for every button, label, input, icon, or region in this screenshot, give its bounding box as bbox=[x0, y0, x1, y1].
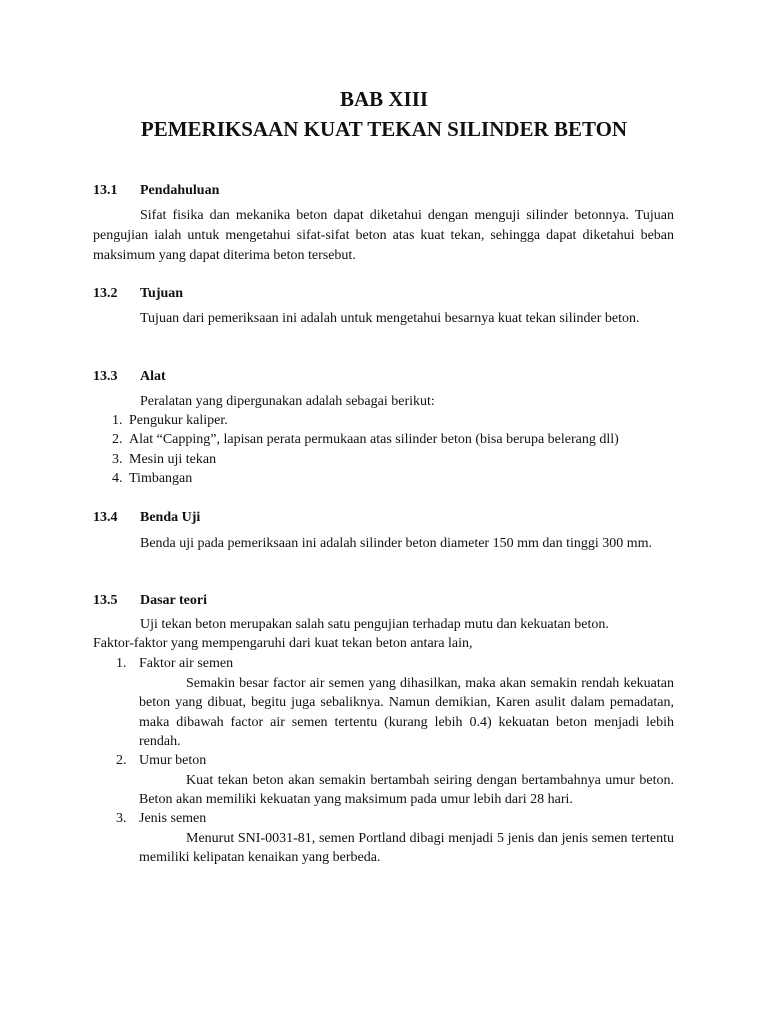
list-item-number: 2. bbox=[112, 432, 123, 447]
list-item-number: 1. bbox=[112, 413, 123, 428]
list-item-number: 3. bbox=[112, 452, 123, 467]
factor-number: 1. bbox=[116, 656, 127, 671]
section-title: Alat bbox=[140, 369, 166, 384]
section-paragraph-13-4: Benda uji pada pemeriksaan ini adalah silinder beton diameter 150 mm dan tinggi 300 mm. bbox=[140, 536, 653, 551]
section-title: Pendahuluan bbox=[140, 183, 220, 198]
section-heading-13-3 bbox=[93, 368, 166, 386]
document-title: PEMERIKSAAN KUAT TEKAN SILINDER BETON bbox=[140, 117, 628, 141]
section-heading-13-4 bbox=[93, 509, 200, 527]
factor-number: 3. bbox=[116, 811, 127, 826]
section-title: Benda Uji bbox=[140, 510, 201, 525]
section-heading-13-2 bbox=[93, 285, 183, 303]
section-intro-13-3: Peralatan yang dipergunakan adalah sebagai berikut: bbox=[140, 394, 435, 409]
factor-title: Faktor air semen bbox=[139, 656, 234, 671]
factor-description: Semakin besar factor air semen yang dihasilkan, maka akan semakin rendah kekuatan beton yang dibuat, begitu juga sebaliknya. Namun demikian, Karen asulit dalam pemadatan, maka dibawah factor air semen tertentu (kurang lebih 0.4) kekuatan beton menjadi lebih rendah. bbox=[139, 676, 674, 750]
section-paragraph-13-1: Sifat fisika dan mekanika beton dapat diketahui dengan menguji silinder betonnya. Tujuan pengujian ialah untuk mengetahui sifat-sifat beton atas kuat tekan, sehingga dapat diketahui beban maksimum yang dapat diterima beton tersebut. bbox=[93, 208, 674, 263]
section-intro-13-5-continued: Faktor-faktor yang mempengaruhi dari kuat tekan beton antara lain, bbox=[93, 636, 473, 651]
factor-title: Umur beton bbox=[139, 753, 207, 768]
list-item: Alat “Capping”, lapisan perata permukaan atas silinder beton (bisa berupa belerang dll) bbox=[129, 432, 619, 447]
factor-number: 2. bbox=[116, 753, 127, 768]
list-item: Timbangan bbox=[129, 471, 193, 486]
list-item: Pengukur kaliper. bbox=[129, 413, 228, 428]
factor-title: Jenis semen bbox=[139, 811, 207, 826]
factor-description: Menurut SNI-0031-81, semen Portland dibagi menjadi 5 jenis dan jenis semen tertentu memiliki kelipatan kenaikan yang berbeda. bbox=[139, 831, 674, 866]
section-heading-13-1 bbox=[93, 182, 219, 200]
list-item-number: 4. bbox=[112, 471, 123, 486]
factor-description: Kuat tekan beton akan semakin bertambah seiring dengan bertambahnya umur beton. Beton akan memiliki kekuatan yang maksimum pada umur lebih dari 28 hari. bbox=[139, 773, 674, 808]
section-number: 13.5 bbox=[93, 593, 118, 608]
section-title: Dasar teori bbox=[140, 593, 207, 608]
section-number: 13.3 bbox=[93, 369, 118, 384]
section-title: Tujuan bbox=[140, 286, 184, 301]
section-heading-13-5 bbox=[93, 592, 207, 610]
section-number: 13.4 bbox=[93, 510, 118, 525]
section-intro-13-5: Uji tekan beton merupakan salah satu pengujian terhadap mutu dan kekuatan beton. bbox=[140, 617, 609, 632]
list-item: Mesin uji tekan bbox=[129, 452, 217, 467]
section-number: 13.2 bbox=[93, 286, 118, 301]
chapter-title: BAB XIII bbox=[339, 87, 429, 111]
section-paragraph-13-2: Tujuan dari pemeriksaan ini adalah untuk mengetahui besarnya kuat tekan silinder beton. bbox=[140, 311, 640, 326]
section-number: 13.1 bbox=[93, 183, 118, 198]
